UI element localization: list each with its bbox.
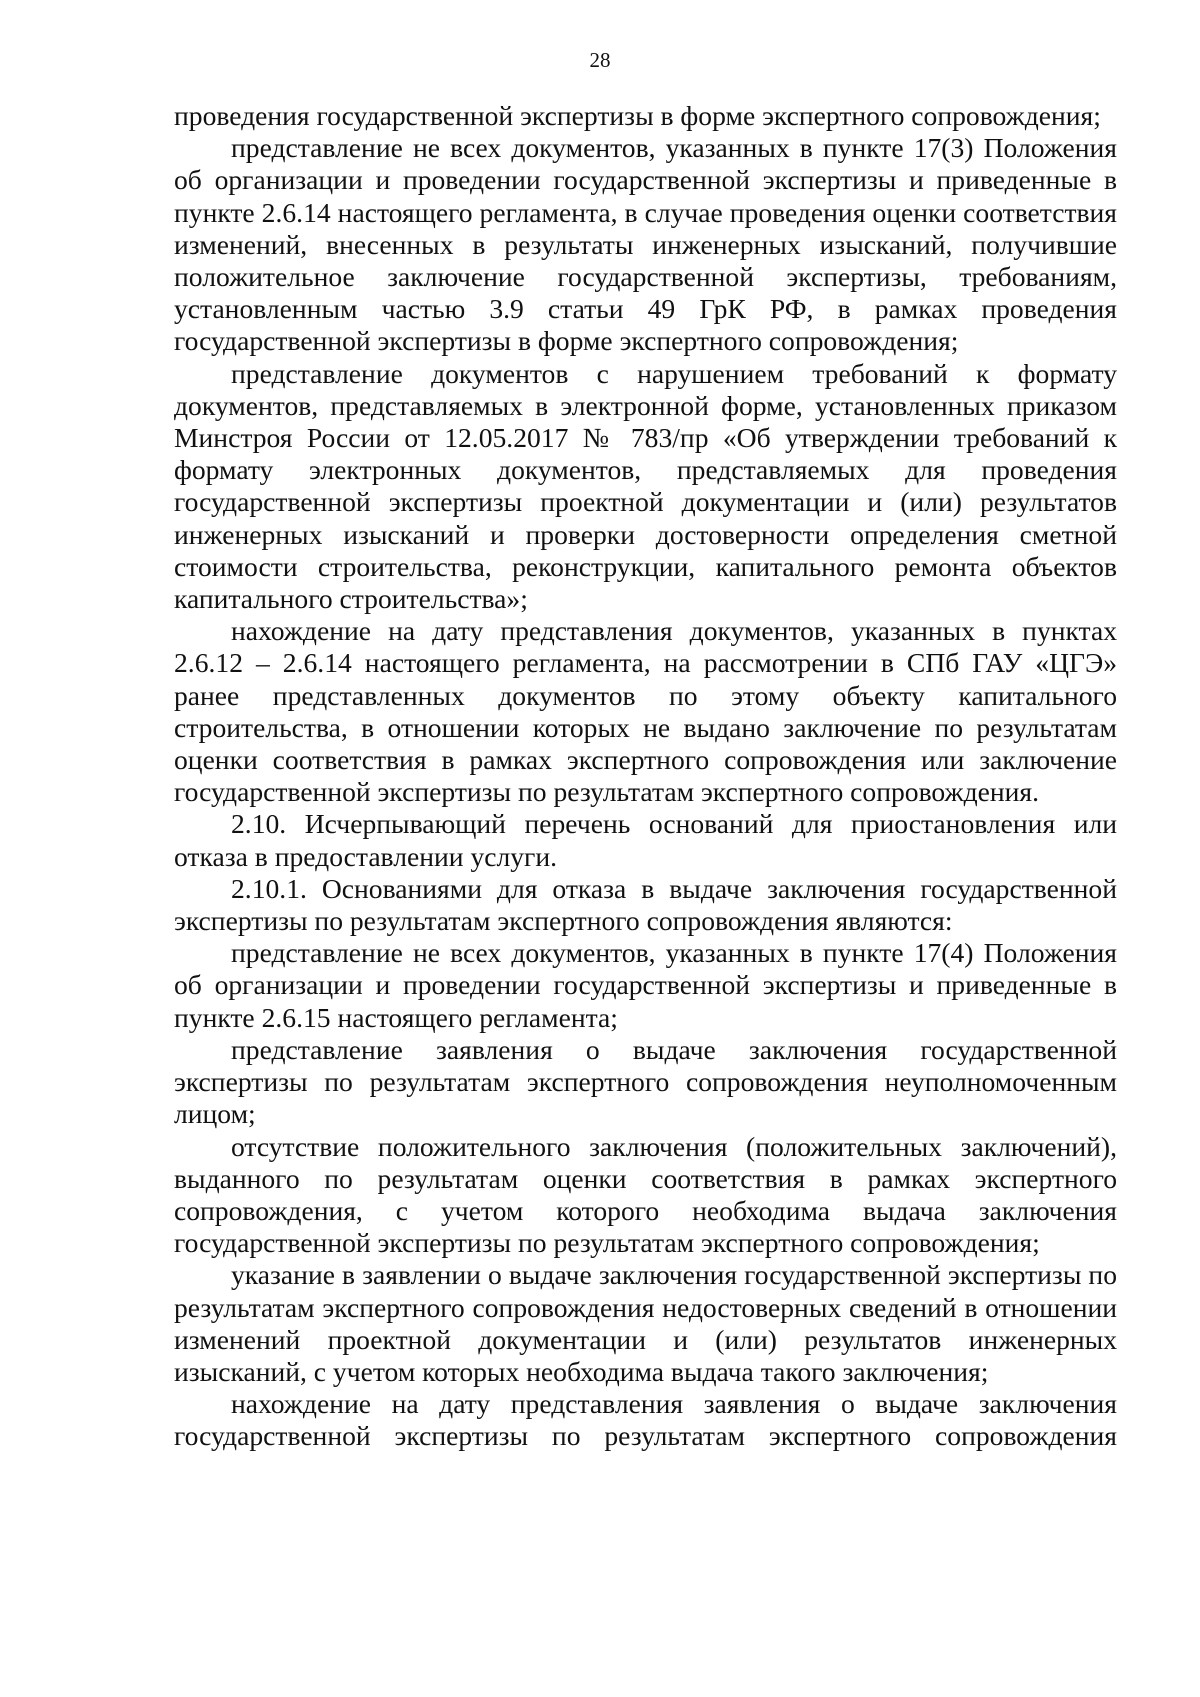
section-2-10-1: 2.10.1. Основаниями для отказа в выдаче заключения государственной экспертизы по результатам экспертного сопровождения являются:: [174, 872, 1117, 937]
paragraph-cut-off: нахождение на дату представления заявления о выдаче заключения государственной экспертизы по результатам экспертного сопровождения: [174, 1388, 1117, 1452]
page-number: 28: [589, 48, 611, 72]
paragraph-continuation: проведения государственной экспертизы в форме экспертного сопровождения;: [174, 100, 1101, 131]
section-heading-2-10: 2.10. Исчерпывающий перечень оснований для приостановления или отказа в предоставлении услуги.: [174, 808, 1117, 872]
paragraph: отсутствие положительного заключения (положительных заключений), выданного по результатам оценки соответствия в рамках экспертного сопровождения, с учетом которого необходима выдача заключения государственной экспертизы по результатам экспертного сопровождения;: [174, 1130, 1117, 1259]
paragraph: представление документов с нарушением требований к формату документов, представляемых в электронной форме, установленных приказом Минстроя России от 12.05.2017 № 783/пр «Об утверждении требований к формату электронных документов, представляемых для проведения государственной экспертизы проектной документации и (или) результатов инженерных изысканий и проверки достоверности определения сметной стоимости строительства, реконструкции, капитального ремонта объектов капитального строительства»;: [174, 357, 1117, 615]
paragraph: представление не всех документов, указанных в пункте 17(4) Положения об организации и проведении государственной экспертизы и приведенные в пункте 2.6.15 настоящего регламента;: [174, 937, 1117, 1033]
paragraph: нахождение на дату представления документов, указанных в пунктах 2.6.12 – 2.6.14 настоящего регламента, на рассмотрении в СПб ГАУ «ЦГЭ» ранее представленных документов по этому объекту капитального строительства, в отношении которых не выдано заключение по результатам оценки соответствия в рамках экспертного сопровождения или заключение государственной экспертизы по результатам экспертного сопровождения.: [174, 615, 1117, 808]
paragraph: представление не всех документов, указанных в пункте 17(3) Положения об организации и проведении государственной экспертизы и приведенные в пункте 2.6.14 настоящего регламента, в случае проведения оценки соответствия изменений, внесенных в результаты инженерных изысканий, получившие положительное заключение государственной экспертизы, требованиям, установленным частью 3.9 статьи 49 ГрК РФ, в рамках проведения государственной экспертизы в форме экспертного сопровождения;: [174, 132, 1117, 357]
document-body: [174, 100, 1117, 1453]
paragraph: представление заявления о выдаче заключения государственной экспертизы по результатам экспертного сопровождения неуполномоченным лицом;: [174, 1033, 1117, 1130]
paragraph: указание в заявлении о выдаче заключения государственной экспертизы по результатам экспертного сопровождения недостоверных сведений в отношении изменений проектной документации и (или) результатов инженерных изысканий, с учетом которых необходима выдача такого заключения;: [174, 1259, 1117, 1387]
